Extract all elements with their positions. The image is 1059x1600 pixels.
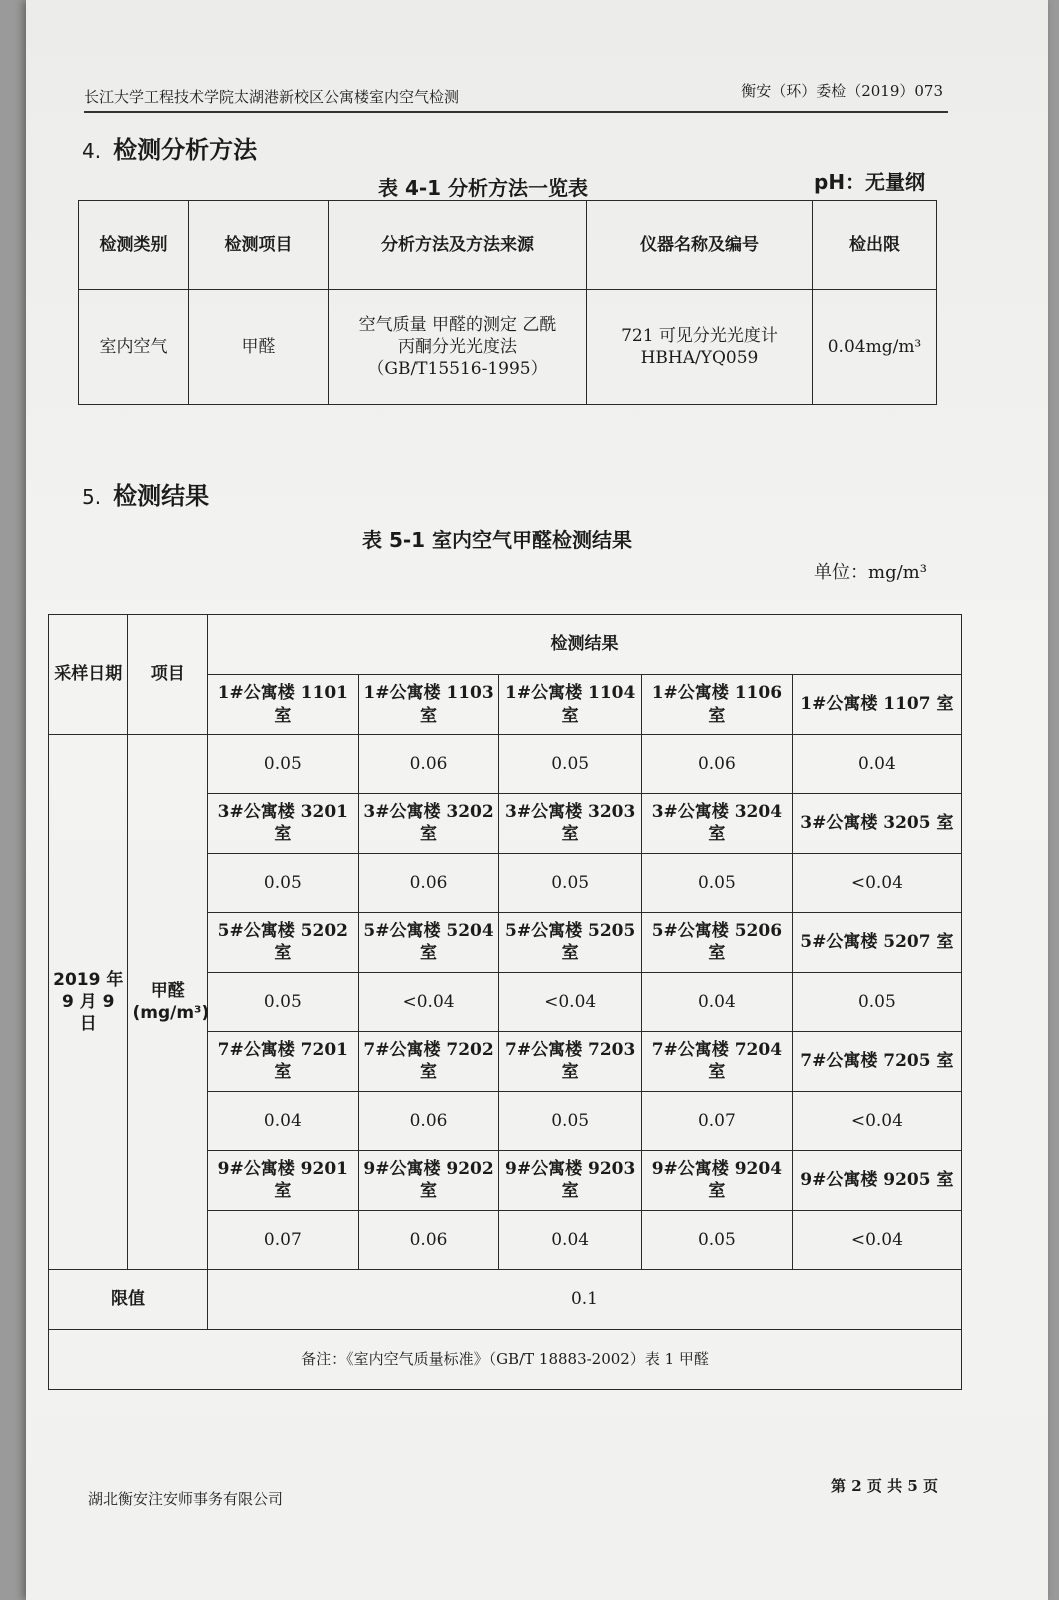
header-cell: 检出限 [813,201,937,290]
value-cell: 0.06 [358,1210,499,1269]
room-cell: 1#公寓楼 1107 室 [792,675,961,735]
room-cell: 9#公寓楼 9203 室 [499,1150,642,1210]
value-cell: 0.05 [792,972,961,1031]
instrument-code: HBHA/YQ059 [640,348,759,368]
value-cell: <0.04 [499,972,642,1031]
room-cell: 9#公寓楼 9205 室 [792,1150,961,1210]
limit-value: 0.1 [207,1269,961,1329]
method-table-header-row [79,201,937,290]
table-5-1-caption: 表 5-1 室内空气甲醛检测结果 [362,528,633,552]
section-5-title: 检测结果 [113,482,210,510]
method-line: 空气质量 甲醛的测定 乙酰 [358,314,557,335]
section-4-number: 4. [82,139,102,163]
value-cell: 0.06 [358,735,499,794]
header-cell: 检测类别 [79,201,189,290]
room-cell: 5#公寓楼 5204 室 [358,912,499,972]
item-cell: 甲醛 (mg/m³) [128,735,207,1270]
value-cell: 0.05 [499,853,642,912]
room-cell: 1#公寓楼 1106 室 [641,675,792,735]
value-cell: 0.05 [641,853,792,912]
sampling-date-cell: 2019 年 9 月 9 日 [49,735,128,1270]
room-cell: 7#公寓楼 7204 室 [641,1031,792,1091]
note-cell: 备注：《室内空气质量标准》（GB/T 18883-2002）表 1 甲醛 [49,1329,962,1389]
section-4-title: 检测分析方法 [113,136,258,164]
room-cell: 7#公寓楼 7205 室 [792,1031,961,1091]
results-table [48,614,962,1390]
room-cell: 3#公寓楼 3201 室 [207,793,358,853]
ph-note: pH：无量纲 [814,170,926,194]
instrument-cell [587,290,813,405]
header-report-number: 衡安（环）委检（2019）073 [741,82,943,100]
room-cell: 7#公寓楼 7203 室 [499,1031,642,1091]
room-cell: 3#公寓楼 3202 室 [358,793,499,853]
value-cell: 0.04 [207,1091,358,1150]
value-cell: 0.04 [641,972,792,1031]
table-4-1-caption: 表 4-1 分析方法一览表 [378,176,589,200]
room-cell: 1#公寓楼 1104 室 [499,675,642,735]
value-cell: 0.06 [358,1091,499,1150]
footer-company: 湖北衡安注安师事务有限公司 [88,1490,284,1508]
room-cell: 9#公寓楼 9201 室 [207,1150,358,1210]
value-cell: 0.05 [207,972,358,1031]
value-cell: 0.07 [207,1210,358,1269]
room-cell: 9#公寓楼 9202 室 [358,1150,499,1210]
value-cell: 0.05 [641,1210,792,1269]
room-cell: 5#公寓楼 5207 室 [792,912,961,972]
value-cell: 0.06 [358,853,499,912]
header-title: 长江大学工程技术学院太湖港新校区公寓楼室内空气检测 [84,88,460,106]
instrument-name: 721 可见分光光度计 [621,325,778,346]
room-cell: 5#公寓楼 5206 室 [641,912,792,972]
item-cell: 甲醛 [189,290,329,405]
method-table [78,200,937,405]
section-5-heading [82,476,209,511]
date-header: 采样日期 [49,615,128,735]
room-cell: 9#公寓楼 9204 室 [641,1150,792,1210]
room-cell: 5#公寓楼 5202 室 [207,912,358,972]
category-cell: 室内空气 [79,290,189,405]
section-5-number: 5. [82,485,102,509]
room-cell: 3#公寓楼 3203 室 [499,793,642,853]
room-cell: 3#公寓楼 3204 室 [641,793,792,853]
room-cell: 3#公寓楼 3205 室 [792,793,961,853]
value-cell: 0.07 [641,1091,792,1150]
value-cell: 0.04 [792,735,961,794]
footer-page-number: 第 2 页 共 5 页 [831,1477,938,1495]
room-cell: 7#公寓楼 7201 室 [207,1031,358,1091]
value-cell: <0.04 [792,1210,961,1269]
section-4-heading [82,130,257,165]
room-cell: 1#公寓楼 1103 室 [358,675,499,735]
room-cell: 1#公寓楼 1101 室 [207,675,358,735]
header-rule [84,111,948,113]
limit-cell: 0.04mg/m³ [813,290,937,405]
header-cell: 分析方法及方法来源 [329,201,587,290]
value-cell: 0.05 [499,735,642,794]
value-cell: 0.05 [207,853,358,912]
value-row [49,735,962,794]
method-line: 丙酮分光光度法 [398,336,517,357]
value-cell: 0.04 [499,1210,642,1269]
room-cell: 5#公寓楼 5205 室 [499,912,642,972]
value-cell: <0.04 [792,1091,961,1150]
item-header: 项目 [128,615,207,735]
method-table-row [79,290,937,405]
document-page [26,0,1048,1600]
value-cell: <0.04 [792,853,961,912]
method-line: （GB/T15516-1995） [367,359,548,380]
header-cell: 仪器名称及编号 [587,201,813,290]
value-cell: <0.04 [358,972,499,1031]
method-cell [329,290,587,405]
results-header: 检测结果 [207,615,961,675]
header-cell: 检测项目 [189,201,329,290]
value-cell: 0.05 [207,735,358,794]
limit-row [49,1269,962,1329]
value-cell: 0.05 [499,1091,642,1150]
unit-label: 单位：mg/m³ [814,562,927,583]
room-cell: 7#公寓楼 7202 室 [358,1031,499,1091]
note-row [49,1329,962,1389]
limit-label: 限值 [49,1269,208,1329]
value-cell: 0.06 [641,735,792,794]
results-header-row [49,615,962,675]
